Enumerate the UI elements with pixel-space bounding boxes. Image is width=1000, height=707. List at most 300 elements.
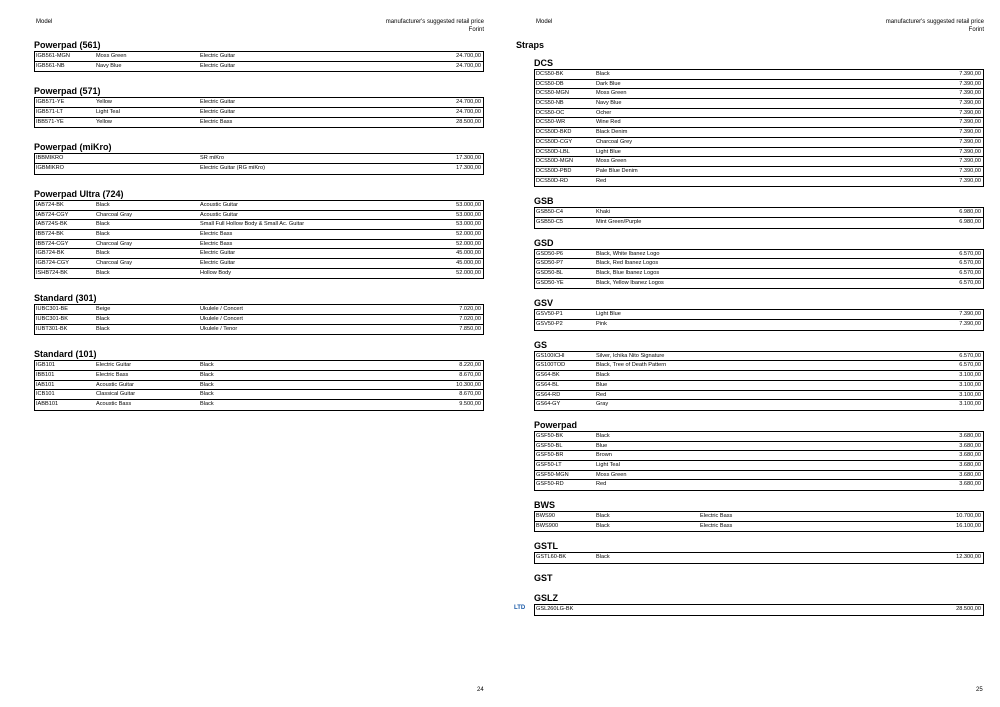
table-row	[535, 138, 983, 148]
color	[596, 605, 700, 615]
color: Black	[596, 372, 610, 379]
description	[700, 432, 921, 441]
color: Red	[596, 391, 607, 398]
description	[700, 269, 921, 278]
table-row	[535, 352, 983, 362]
table-row	[535, 480, 983, 490]
color: Beige	[96, 306, 111, 313]
price-table	[534, 431, 984, 491]
table-row	[535, 208, 983, 218]
model-code: GS64-BK	[536, 372, 560, 379]
description	[700, 451, 921, 460]
description	[700, 208, 921, 217]
color: Black	[596, 71, 610, 77]
product-group-gstl	[534, 541, 984, 564]
table-row	[535, 250, 983, 260]
color: Ocher	[596, 109, 612, 116]
price: 7.390,00	[959, 109, 981, 116]
table-row	[35, 259, 483, 269]
price: 6.570,00	[959, 270, 981, 276]
model-code: DCS50-NB	[536, 100, 564, 107]
price-header	[886, 18, 984, 34]
price: 6.980,00	[959, 218, 981, 225]
price: 10.700,00	[956, 513, 981, 519]
price-table	[34, 153, 484, 174]
description	[700, 320, 921, 330]
table-row	[35, 230, 483, 240]
description: Black	[200, 391, 214, 398]
price-header	[386, 18, 484, 34]
description	[700, 89, 921, 98]
description: SR miKro	[200, 155, 224, 162]
table-row	[35, 118, 483, 128]
color: Charcoal Gray	[96, 240, 133, 247]
model-header: Model	[36, 19, 53, 25]
model-code: DCS50D-MGN	[536, 158, 573, 165]
model-code: GSD50-P6	[536, 250, 564, 257]
product-group-powerpad	[534, 420, 984, 491]
price: 7.390,00	[959, 311, 981, 318]
model-code: IAB724-CGY	[36, 211, 69, 218]
group-title: GSV	[534, 298, 554, 309]
color: Black, Yellow Ibanez Logos	[596, 279, 664, 286]
description	[700, 391, 921, 400]
price-table	[534, 351, 984, 411]
color	[96, 154, 200, 163]
group-title: GSLZ	[534, 593, 558, 604]
color: Yellow	[96, 118, 112, 125]
right-page	[500, 0, 1000, 707]
price-table	[534, 309, 984, 330]
price: 3.680,00	[959, 481, 981, 488]
description: Electric Bass	[200, 118, 233, 125]
color: Electric Bass	[96, 372, 129, 379]
page-number: 25	[976, 687, 983, 693]
description	[700, 118, 921, 127]
color: Blue	[596, 442, 608, 449]
price: 7.850,00	[459, 325, 481, 332]
color: Acoustic Guitar	[96, 381, 134, 388]
description	[700, 553, 921, 563]
price-table	[34, 360, 484, 410]
table-row	[535, 128, 983, 138]
table-row	[535, 157, 983, 167]
price: 6.570,00	[959, 352, 981, 359]
table-row	[535, 70, 983, 80]
color: Charcoal Gray	[96, 211, 133, 218]
price-table	[534, 604, 984, 616]
table-row	[35, 381, 483, 391]
table-row	[35, 98, 483, 108]
table-row	[535, 279, 983, 289]
color: Khaki	[596, 209, 610, 216]
model-code: IBB724-BK	[36, 230, 64, 237]
product-group-dcs	[534, 58, 984, 187]
color: Black	[96, 250, 110, 257]
price: 7.390,00	[959, 177, 981, 184]
model-code: GSTL60-BK	[536, 554, 567, 561]
model-code: GSD50-YE	[536, 279, 564, 286]
description: Electric Guitar	[200, 99, 236, 106]
description	[700, 279, 921, 289]
product-group-gst	[534, 573, 984, 583]
description: Acoustic Guitar	[200, 211, 238, 218]
model-code: GSF50-BL	[536, 442, 563, 449]
price: 52.000,00	[456, 240, 481, 247]
color: Classical Guitar	[96, 391, 136, 398]
table-row	[35, 390, 483, 400]
price: 45.000,00	[456, 259, 481, 266]
color: Black	[96, 230, 110, 237]
model-code: IBB571-YE	[36, 118, 64, 125]
page-number: 24	[477, 687, 484, 693]
price-header-line2: Forint	[468, 27, 484, 33]
model-code: GSF50-BR	[536, 452, 564, 459]
color: Black	[596, 554, 610, 561]
description	[700, 250, 921, 259]
description: Electric Guitar	[200, 109, 236, 116]
price: 10.300,00	[456, 381, 481, 388]
right-price-list	[514, 40, 984, 616]
model-code: IBB101	[36, 372, 55, 379]
description	[700, 148, 921, 157]
price: 6.570,00	[959, 362, 981, 369]
price: 9.500,00	[459, 401, 481, 408]
description: Acoustic Guitar	[200, 201, 238, 208]
price: 53.000,00	[456, 221, 481, 228]
price: 7.390,00	[959, 148, 981, 155]
table-row	[535, 371, 983, 381]
color: Black	[596, 522, 610, 529]
table-row	[35, 201, 483, 211]
table-row	[35, 269, 483, 279]
price: 8.670,00	[459, 391, 481, 398]
model-code: GSF50-RD	[536, 481, 564, 488]
product-group-bws	[534, 500, 984, 532]
group-title: GSTL	[534, 541, 558, 552]
price: 6.570,00	[959, 279, 981, 286]
model-code: IAB101	[36, 381, 55, 388]
price: 53.000,00	[456, 201, 481, 208]
model-code: GSB50-C4	[536, 209, 564, 216]
price: 3.680,00	[959, 452, 981, 459]
color: Charcoal Gray	[96, 259, 133, 266]
price: 6.570,00	[959, 260, 981, 267]
color: Moss Green	[96, 53, 127, 59]
price: 7.390,00	[959, 71, 981, 77]
model-code: IBBMIKRO	[36, 155, 64, 162]
color: Electric Guitar	[96, 362, 132, 369]
price: 17.300,00	[456, 155, 481, 162]
model-code: GSF50-LT	[536, 461, 562, 468]
left-price-list	[34, 40, 484, 411]
table-row	[535, 80, 983, 90]
description	[700, 70, 921, 79]
description: Ukulele / Tenor	[200, 325, 238, 332]
model-code: DCS50D-BKD	[536, 129, 572, 136]
model-code: IGB724-CGY	[36, 259, 69, 266]
model-code: GS64-GY	[536, 401, 561, 408]
color: Black	[596, 432, 610, 439]
table-row	[35, 220, 483, 230]
price-table	[34, 97, 484, 128]
product-group-gsb	[534, 196, 984, 228]
table-row	[35, 240, 483, 250]
model-code: BWS90	[536, 513, 555, 519]
table-row	[535, 381, 983, 391]
price: 7.390,00	[959, 90, 981, 97]
price: 8.220,00	[459, 362, 481, 369]
color: Black	[96, 269, 110, 276]
color: Acoustic Bass	[96, 401, 132, 408]
table-row	[535, 320, 983, 330]
price: 7.390,00	[959, 119, 981, 126]
table-row	[35, 211, 483, 221]
model-code: DCS50D-LBL	[536, 148, 570, 155]
description: Electric Bass	[200, 230, 233, 237]
description	[700, 109, 921, 118]
price-table	[534, 511, 984, 532]
price: 7.390,00	[959, 321, 981, 328]
description	[700, 157, 921, 166]
product-group-gslz	[514, 593, 984, 616]
description: Black	[200, 381, 214, 388]
group-title: Powerpad (561)	[34, 40, 101, 50]
description: Small Full Hollow Body & Small Ac. Guitar	[200, 221, 305, 228]
table-row	[35, 325, 483, 335]
table-row	[535, 218, 983, 228]
model-code: DCS50-MGN	[536, 90, 569, 97]
table-row	[535, 391, 983, 401]
price: 7.390,00	[959, 129, 981, 136]
model-code: IUBC301-BE	[36, 306, 69, 313]
model-code: GS64-BL	[536, 381, 560, 388]
color: Black	[96, 325, 110, 332]
model-code: GSV50-P2	[536, 321, 563, 328]
table-row	[535, 361, 983, 371]
table-row	[35, 52, 483, 62]
model-code: IGB571-YE	[36, 99, 65, 106]
product-group-standard-301	[34, 293, 484, 335]
price: 3.680,00	[959, 432, 981, 439]
model-code: IUBC301-BK	[36, 316, 69, 322]
price: 3.680,00	[959, 442, 981, 449]
price-table	[34, 51, 484, 72]
price-table	[34, 304, 484, 335]
price: 52.000,00	[456, 269, 481, 276]
color: Navy Blue	[96, 62, 122, 69]
description	[700, 310, 921, 319]
color: Light Blue	[596, 148, 621, 155]
product-group-gsd	[534, 238, 984, 290]
color: Black Denim	[596, 129, 628, 136]
description	[700, 605, 921, 615]
description: Electric Guitar	[200, 62, 236, 69]
price: 52.000,00	[456, 230, 481, 237]
table-row	[535, 148, 983, 158]
model-code: GSF50-BK	[536, 432, 564, 439]
price: 3.100,00	[959, 401, 981, 408]
table-row	[535, 522, 983, 532]
description	[700, 381, 921, 390]
price: 7.020,00	[459, 316, 481, 322]
product-group-gsv	[534, 298, 984, 330]
price: 24.700,00	[456, 53, 481, 59]
price: 24.700,00	[456, 99, 481, 106]
description	[700, 218, 921, 228]
price: 3.100,00	[959, 381, 981, 388]
description	[700, 80, 921, 89]
model-code: ISHB724-BK	[36, 269, 68, 276]
description	[700, 352, 921, 361]
table-row	[535, 553, 983, 563]
table-row	[35, 164, 483, 174]
model-header: Model	[536, 19, 553, 25]
model-code: GSV50-P1	[536, 311, 563, 318]
model-code: IGB724-BK	[36, 250, 65, 257]
table-row	[535, 442, 983, 452]
color: Navy Blue	[596, 100, 622, 107]
price: 7.390,00	[959, 80, 981, 87]
price: 7.390,00	[959, 158, 981, 165]
color: Black, White Ibanez Logo	[596, 250, 660, 257]
model-code: IGB561-NB	[36, 62, 65, 69]
table-row	[35, 305, 483, 315]
price: 28.500,00	[456, 118, 481, 125]
description	[700, 371, 921, 380]
model-code: IAB724-BK	[36, 201, 64, 208]
table-row	[535, 400, 983, 410]
model-code: GSD50-BL	[536, 270, 564, 276]
table-row	[35, 108, 483, 118]
group-title: DCS	[534, 58, 554, 68]
price-header-line1: manufacturer's suggested retail price	[885, 19, 984, 25]
color: Pale Blue Denim	[596, 167, 638, 174]
table-row	[535, 451, 983, 461]
group-title: Powerpad	[534, 419, 578, 430]
color: Silver, Ichika Nito Signature	[596, 352, 665, 359]
description	[700, 480, 921, 490]
table-row	[35, 371, 483, 381]
price: 24.700,00	[456, 109, 481, 116]
table-row	[535, 99, 983, 109]
description	[700, 138, 921, 147]
product-group-gs	[534, 340, 984, 411]
price: 6.980,00	[959, 209, 981, 216]
model-code: IGB571-LT	[36, 109, 63, 116]
product-group-powerpad-561	[34, 40, 484, 72]
model-code: ICB101	[36, 391, 55, 398]
description	[700, 442, 921, 451]
color: Black, Tree of Death Pattern	[596, 362, 667, 369]
model-code: IGB101	[36, 362, 55, 369]
price-table	[34, 200, 484, 280]
price-header-line1: manufacturer's suggested retail price	[385, 19, 484, 25]
color: Mint Green/Purple	[596, 218, 642, 225]
group-title: GSD	[534, 237, 554, 248]
description: Hollow Body	[200, 269, 232, 276]
model-code: IBB724-CGY	[36, 240, 69, 247]
model-code: GS100ICHI	[536, 352, 565, 359]
color: Wine Red	[596, 119, 621, 126]
group-title: GST	[534, 573, 553, 584]
model-code: GSF50-MGN	[536, 471, 569, 478]
model-code: DCS50D-RD	[536, 177, 569, 184]
color: Light Teal	[596, 461, 620, 468]
product-group-standard-101	[34, 349, 484, 410]
description: Electric Bass	[700, 513, 733, 519]
model-code: DCS50-WR	[536, 119, 566, 126]
table-row	[535, 109, 983, 119]
model-code: IUBT301-BK	[36, 325, 68, 332]
price: 7.390,00	[959, 167, 981, 174]
description	[700, 128, 921, 137]
table-row	[535, 310, 983, 320]
description	[700, 471, 921, 480]
price: 3.100,00	[959, 391, 981, 398]
price: 28.500,00	[956, 606, 981, 613]
price: 3.100,00	[959, 372, 981, 379]
table-row	[535, 605, 983, 615]
color: Moss Green	[596, 471, 627, 478]
group-title: Standard (301)	[34, 293, 97, 304]
model-code: DCS50-OC	[536, 109, 565, 116]
description	[700, 177, 921, 187]
model-code: IABB101	[36, 401, 59, 408]
color: Charcoal Grey	[596, 138, 633, 145]
description: Electric Bass	[700, 522, 733, 529]
price: 16.100,00	[956, 522, 981, 529]
price: 3.680,00	[959, 461, 981, 468]
description	[700, 361, 921, 370]
table-row	[535, 512, 983, 522]
table-row	[535, 259, 983, 269]
model-code: DCS50-BK	[536, 71, 564, 77]
table-row	[535, 432, 983, 442]
price-table	[534, 69, 984, 187]
model-code: GSB50-C5	[536, 218, 564, 225]
model-code: GSD50-P7	[536, 260, 564, 267]
product-group-powerpad-mikro	[34, 142, 484, 174]
price: 8.670,00	[459, 372, 481, 379]
price: 53.000,00	[456, 211, 481, 218]
table-row	[535, 461, 983, 471]
description: Electric Guitar	[200, 250, 236, 257]
color: Black	[596, 513, 610, 519]
color: Moss Green	[596, 158, 627, 165]
price-header-line2: Forint	[968, 27, 984, 33]
group-title: Powerpad (miKro)	[34, 142, 112, 153]
model-code: IGB561-MGN	[36, 53, 70, 59]
model-code: DCS50D-CGY	[536, 138, 573, 145]
price: 17.300,00	[456, 165, 481, 172]
color	[96, 164, 200, 174]
price: 7.390,00	[959, 138, 981, 145]
description	[700, 461, 921, 470]
description: Electric Guitar	[200, 53, 236, 59]
table-row	[35, 249, 483, 259]
description	[700, 167, 921, 176]
group-title: Powerpad (571)	[34, 86, 101, 97]
model-code: DCS50-DB	[536, 80, 564, 87]
color: Black	[96, 316, 110, 322]
description: Ukulele / Concert	[200, 306, 243, 313]
color: Yellow	[96, 99, 112, 106]
table-row	[535, 89, 983, 99]
price: 7.020,00	[459, 306, 481, 313]
description	[700, 99, 921, 108]
color: Red	[596, 481, 607, 488]
